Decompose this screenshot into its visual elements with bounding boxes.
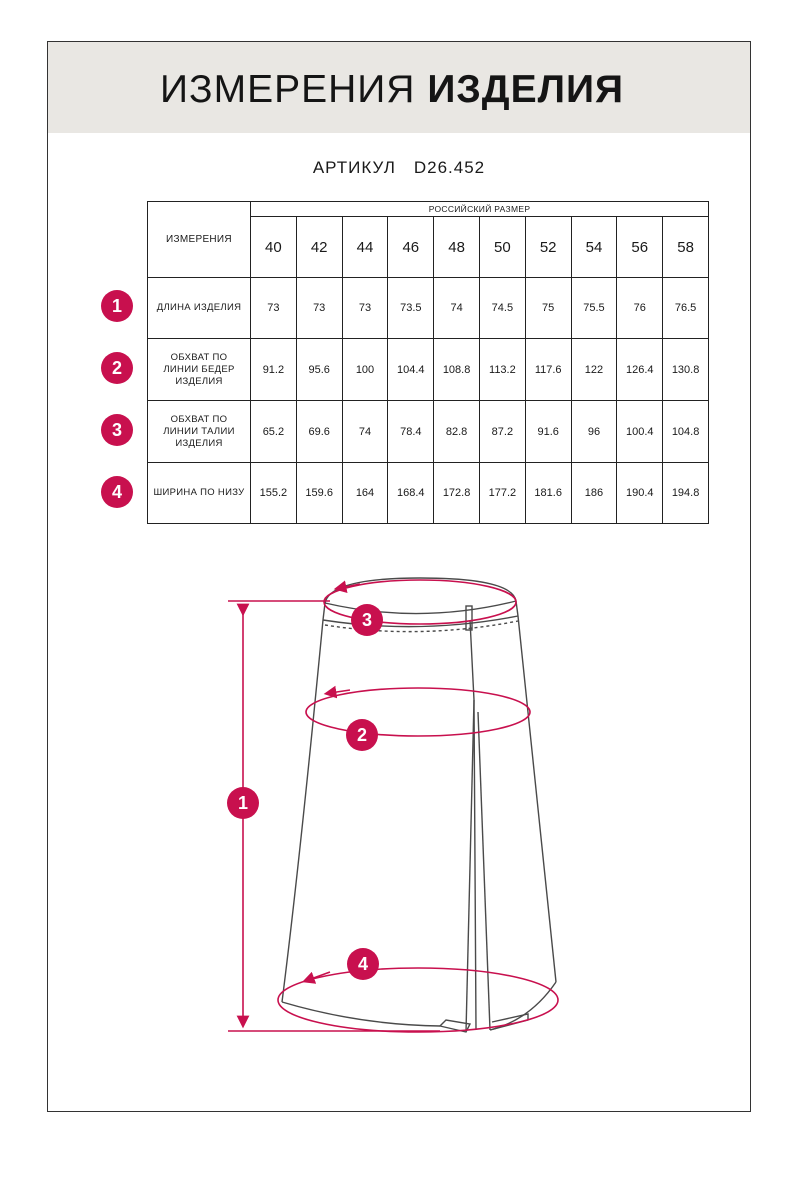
table-cell: 181.6 (525, 463, 571, 524)
size-header: 40 (251, 217, 297, 278)
table-cell: 159.6 (296, 463, 342, 524)
size-header: 48 (434, 217, 480, 278)
table-cell: 186 (571, 463, 617, 524)
hip-arrow (330, 690, 350, 693)
size-header: 44 (342, 217, 388, 278)
hem-right (490, 982, 556, 1030)
size-header: 52 (525, 217, 571, 278)
row-number-badge: 2 (101, 352, 133, 384)
skirt-outline (282, 578, 556, 1032)
table-cell: 74 (342, 401, 388, 463)
table-cell: 155.2 (251, 463, 297, 524)
table-cell: 113.2 (479, 339, 525, 401)
diagram-marker-length: 1 (227, 787, 259, 819)
table-cell: 130.8 (663, 339, 709, 401)
size-header: 56 (617, 217, 663, 278)
table-cell: 172.8 (434, 463, 480, 524)
table-cell: 122 (571, 339, 617, 401)
table-cell: 73.5 (388, 278, 434, 339)
table-cell: 65.2 (251, 401, 297, 463)
table-cell: 91.6 (525, 401, 571, 463)
hem-left (282, 1002, 440, 1026)
table-cell: 74 (434, 278, 480, 339)
row-number-badge: 3 (101, 414, 133, 446)
table-cell: 75.5 (571, 278, 617, 339)
diagram-marker-hem: 4 (347, 948, 379, 980)
slit-right-line (478, 712, 490, 1030)
row-label: ОБХВАТ ПО ЛИНИИ БЕДЕР ИЗДЕЛИЯ (148, 339, 251, 401)
hip-ellipse (306, 688, 530, 736)
table-cell: 100.4 (617, 401, 663, 463)
size-header: 46 (388, 217, 434, 278)
table-cell: 73 (251, 278, 297, 339)
table-cell: 126.4 (617, 339, 663, 401)
left-side-seam (282, 620, 323, 1002)
table-cell: 108.8 (434, 339, 480, 401)
table-cell: 168.4 (388, 463, 434, 524)
row-number-badge: 4 (101, 476, 133, 508)
row-label: ШИРИНА ПО НИЗУ (148, 463, 251, 524)
measurements-header: ИЗМЕРЕНИЯ (148, 202, 251, 278)
table-cell: 87.2 (479, 401, 525, 463)
hem-ellipse (278, 968, 558, 1032)
diagram-marker-hip: 2 (346, 719, 378, 751)
table-cell: 96 (571, 401, 617, 463)
table-cell: 76 (617, 278, 663, 339)
row-number-badge: 1 (101, 290, 133, 322)
diagram-marker-waist: 3 (351, 604, 383, 636)
table-cell: 73 (342, 278, 388, 339)
table-cell: 69.6 (296, 401, 342, 463)
title-bold: ИЗДЕЛИЯ (427, 68, 625, 111)
article-code: D26.452 (413, 158, 486, 177)
row-label: ДЛИНА ИЗДЕЛИЯ (148, 278, 251, 339)
measurement-guides (228, 580, 558, 1032)
waistband-top (325, 578, 516, 603)
table-cell: 74.5 (479, 278, 525, 339)
title-light: ИЗМЕРЕНИЯ (160, 68, 416, 111)
table-cell: 76.5 (663, 278, 709, 339)
table-cell: 82.8 (434, 401, 480, 463)
table-cell: 177.2 (479, 463, 525, 524)
table-cell: 100 (342, 339, 388, 401)
table-cell: 164 (342, 463, 388, 524)
size-system-header: РОССИЙСКИЙ РАЗМЕР (251, 202, 709, 217)
table-cell: 91.2 (251, 339, 297, 401)
table-cell: 73 (296, 278, 342, 339)
right-side-seam (518, 616, 556, 982)
slit-left-line (466, 700, 474, 1032)
table-cell: 104.8 (663, 401, 709, 463)
table-cell: 75 (525, 278, 571, 339)
table-cell: 194.8 (663, 463, 709, 524)
table-cell: 117.6 (525, 339, 571, 401)
row-label: ОБХВАТ ПО ЛИНИИ ТАЛИИ ИЗДЕЛИЯ (148, 401, 251, 463)
table-cell: 104.4 (388, 339, 434, 401)
size-header: 58 (663, 217, 709, 278)
table-cell: 190.4 (617, 463, 663, 524)
table-cell: 78.4 (388, 401, 434, 463)
size-header: 50 (479, 217, 525, 278)
size-header: 42 (296, 217, 342, 278)
size-header: 54 (571, 217, 617, 278)
table-cell: 95.6 (296, 339, 342, 401)
article-label: АРТИКУЛ (312, 158, 396, 177)
